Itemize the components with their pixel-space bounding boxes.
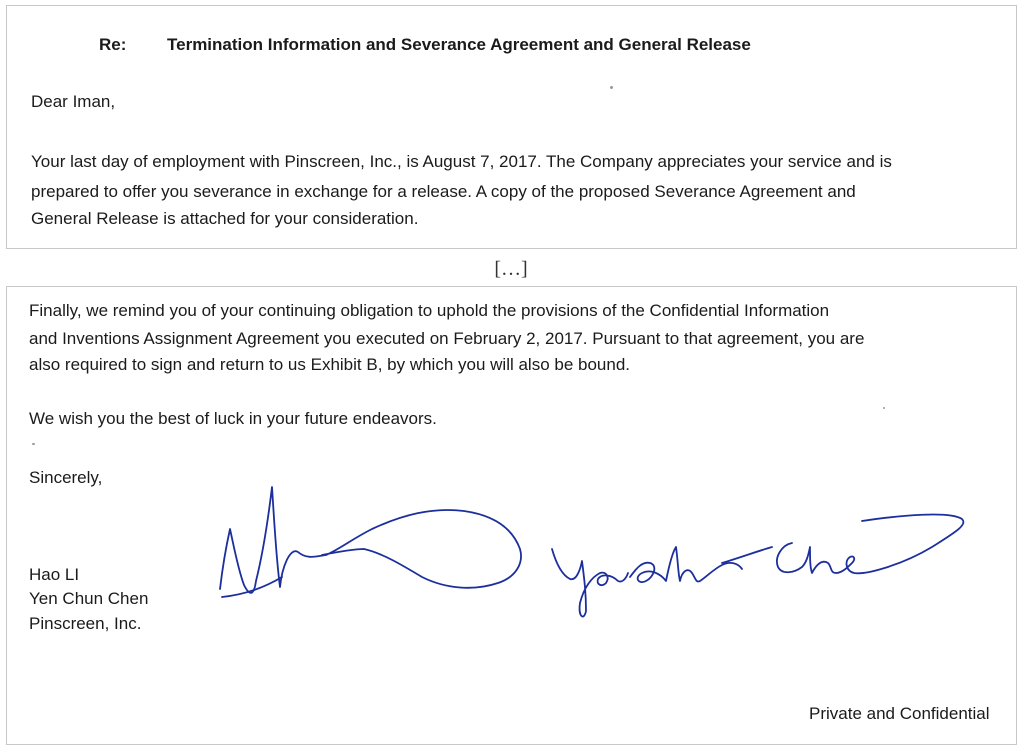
signatory-name-1: Hao LI	[29, 565, 80, 584]
salutation: Dear Iman,	[31, 92, 116, 111]
signatory-name-2: Yen Chun Chen	[29, 589, 149, 608]
scan-speck	[610, 86, 613, 89]
omission-marker: […]	[494, 258, 528, 280]
scan-speck	[883, 407, 885, 409]
letter-excerpt-bottom	[6, 286, 1017, 745]
closing-paragraph-line-3: also required to sign and return to us Exhibit B, by which you will also be bound.	[29, 355, 631, 374]
subject-line: Termination Information and Severance Agreement and General Release	[167, 35, 751, 54]
handwritten-signatures	[202, 477, 972, 637]
signature-hao-li	[220, 487, 521, 593]
letter-excerpt-top	[6, 5, 1017, 249]
closing-paragraph-line-2: and Inventions Assignment Agreement you executed on February 2, 2017. Pursuant to that agreement, you are	[29, 329, 865, 348]
signature-yen-chun-chen	[552, 549, 628, 617]
closing: Sincerely,	[29, 468, 103, 487]
re-label: Re:	[99, 35, 127, 54]
wishes-line: We wish you the best of luck in your future endeavors.	[29, 409, 437, 428]
paragraph-line-2: prepared to offer you severance in exchange for a release. A copy of the proposed Severance Agreement and	[31, 182, 856, 201]
closing-paragraph-line-1: Finally, we remind you of your continuing obligation to uphold the provisions of the Confidential Information	[29, 301, 830, 320]
paragraph-line-3: General Release is attached for your consideration.	[31, 209, 419, 228]
company-name: Pinscreen, Inc.	[29, 614, 142, 633]
confidentiality-footer: Private and Confidential	[809, 704, 990, 723]
scan-speck	[32, 443, 35, 445]
paragraph-line-1: Your last day of employment with Pinscreen, Inc., is August 7, 2017. The Company appreciates your service and is	[31, 152, 892, 171]
